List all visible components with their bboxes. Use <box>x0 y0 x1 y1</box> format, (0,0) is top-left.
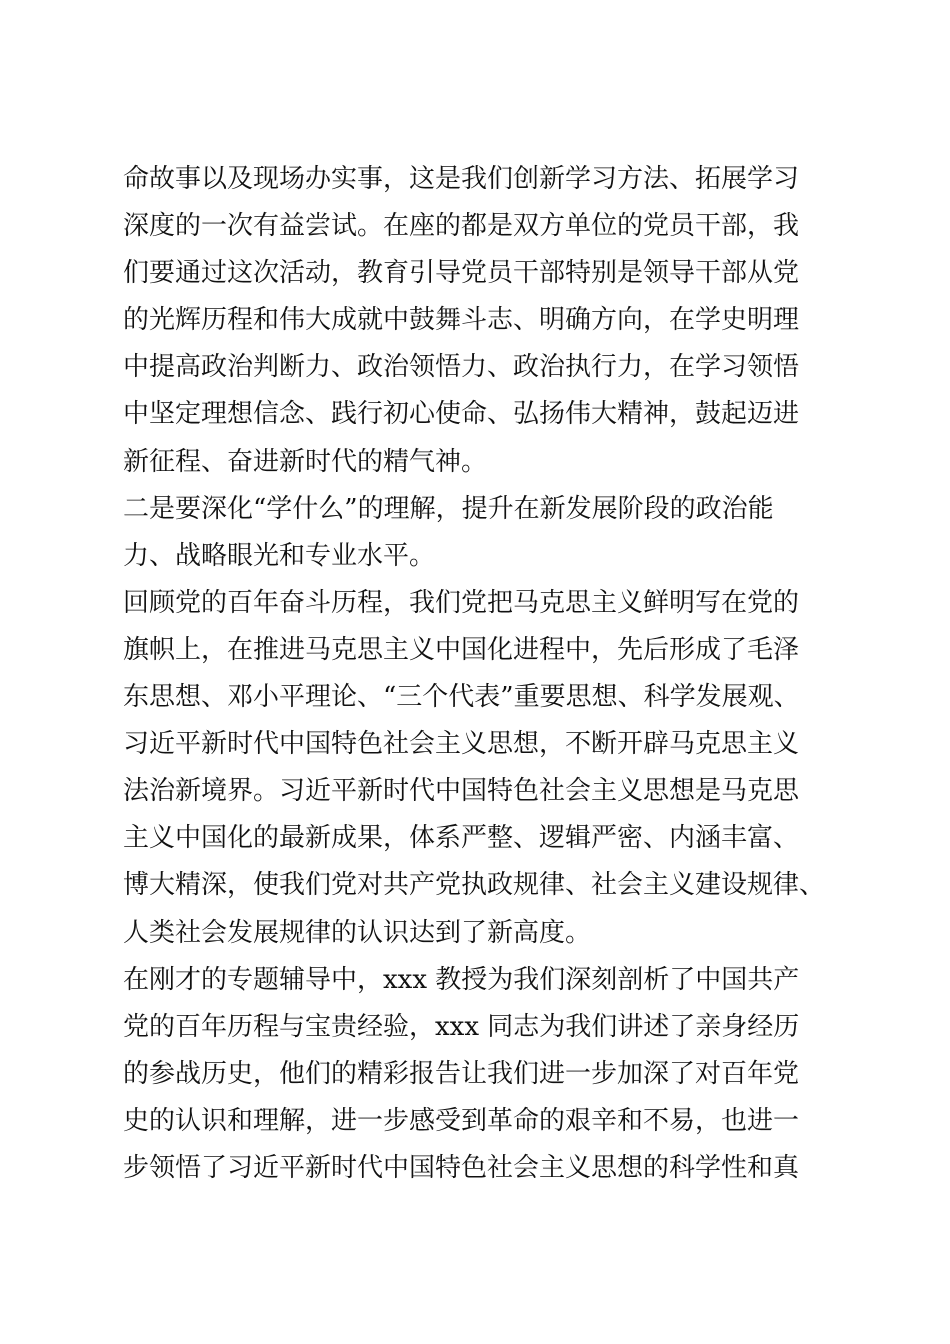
text-line: 新征程、奋进新时代的精气神。 <box>123 446 488 477</box>
text-line: 博大精深，使我们党对共产党执政规律、社会主义建设规律、 <box>123 870 826 901</box>
text-line: 命故事以及现场办实事，这是我们创新学习方法、拓展学习 <box>123 164 800 194</box>
text-line: 中提高政治判断力、政治领悟力、政治执行力，在学习领悟 <box>123 352 800 383</box>
text-line: 深度的一次有益尝试。在座的都是双方单位的党员干部，我 <box>123 211 800 242</box>
body-text <box>123 156 843 1192</box>
text-line: 习近平新时代中国特色社会主义思想，不断开辟马克思主义 <box>123 729 800 760</box>
text-line: 中坚定理想信念、践行初心使命、弘扬伟大精神，鼓起迈进 <box>123 399 800 430</box>
text-line: 旗帜上，在推进马克思主义中国化进程中，先后形成了毛泽 <box>123 634 800 665</box>
text-line: 们要通过这次活动，教育引导党员干部特别是领导干部从党 <box>123 258 800 289</box>
text-line: 二是要深化“学什么”的理解，提升在新发展阶段的政治能 <box>123 493 774 524</box>
text-line: 东思想、邓小平理论、“三个代表”重要思想、科学发展观、 <box>123 682 800 713</box>
text-line: 主义中国化的最新成果，体系严整、逻辑严密、内涵丰富、 <box>123 823 800 854</box>
text-line: 力、战略眼光和专业水平。 <box>123 540 436 571</box>
text-line: 步领悟了习近平新时代中国特色社会主义思想的科学性和真 <box>123 1152 800 1183</box>
text-line: 法治新境界。习近平新时代中国特色社会主义思想是马克思 <box>123 776 800 807</box>
text-line: 史的认识和理解，进一步感受到革命的艰辛和不易，也进一 <box>123 1105 800 1136</box>
text-line: 的参战历史，他们的精彩报告让我们进一步加深了对百年党 <box>123 1058 800 1089</box>
text-line: 的光辉历程和伟大成就中鼓舞斗志、明确方向，在学史明理 <box>123 305 800 336</box>
text-line: 回顾党的百年奋斗历程，我们党把马克思主义鲜明写在党的 <box>123 587 800 618</box>
text-line: 党的百年历程与宝贵经验，xxx 同志为我们讲述了亲身经历 <box>123 1011 800 1042</box>
text-line: 人类社会发展规律的认识达到了新高度。 <box>123 917 592 948</box>
text-line: 在刚才的专题辅导中，xxx 教授为我们深刻剖析了中国共产 <box>123 964 800 995</box>
